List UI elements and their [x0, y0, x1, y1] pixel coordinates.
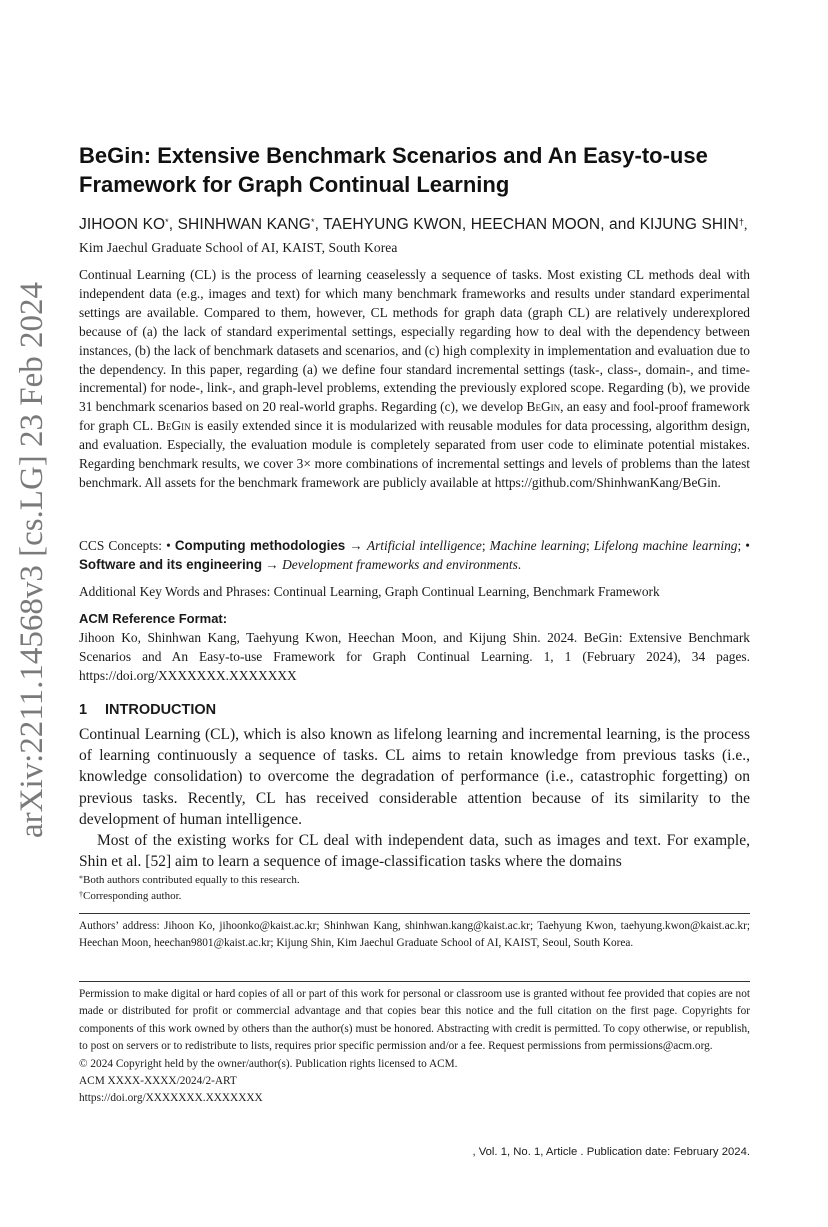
copyright-line: © 2024 Copyright held by the owner/author(s). Publication rights licensed to ACM.	[79, 1057, 458, 1070]
ccs-category: Computing methodologies	[174, 538, 346, 553]
footnote-mark: *	[79, 874, 83, 883]
section-number: 1	[79, 702, 88, 718]
acm-reference	[79, 610, 750, 686]
framework-name: BeGin	[157, 418, 191, 434]
arxiv-identifier: arXiv:2211.14568v3 [cs.LG] 23 Feb 2024	[14, 281, 50, 838]
ccs-item: Artificial intelligence	[366, 538, 482, 553]
ccs-arrow: →	[262, 556, 283, 572]
divider	[79, 913, 750, 914]
abstract-text: is easily extended since it is modularized with reusable modules for data processing, algorithm design, and evaluation. Especially, the evaluation module is completely separated from user code to eliminate potential mistakes. Regarding benchmark results, we cover 3× more combinations of incremental settings and levels of problems than the latest benchmark. All assets for the benchmark framework are publicly available at https://github.com/ShinhwanKang/BeGin.	[79, 418, 750, 490]
ccs-category: Software and its engineering	[79, 556, 263, 572]
affiliation: , Kim Jaechul Graduate School of AI, KAIST, South Korea	[79, 217, 748, 255]
section-heading	[79, 702, 216, 718]
equal-contribution-mark: *	[310, 217, 315, 227]
ccs-sep: ;	[481, 538, 490, 553]
abstract	[79, 266, 750, 493]
intro-paragraph: Continual Learning (CL), which is also known as lifelong learning and incremental learning, is the process of learning continuously a sequence of tasks. CL aims to retain knowledge from previous tasks (i.e., knowledge consolidation) to overcome the degradation of performance (i.e., catastrophic forgetting) on previous tasks. Recently, CL has received considerable attention because of its similarity to the development of human intelligence.	[79, 726, 750, 828]
acm-reference-text: Jihoon Ko, Shinhwan Kang, Taehyung Kwon, Heechan Moon, and Kijung Shin. 2024. BeGin: Extensive Benchmark Scenarios and An Easy-to-use Framework for Graph Continual Learning. 1, 1 (February 2024), 34 pages. https://doi.org/XXXXXXX.XXXXXXX	[79, 629, 750, 683]
permission-text: Permission to make digital or hard copies of all or part of this work for personal or classroom use is granted without fee provided that copies are not made or distributed for profit or commercial advantage and that copies bear this notice and the full citation on the first page. Copyrights for components of this work owned by others than the author(s) must be honored. Abstracting with credit is permitted. To copy otherwise, or republish, to post on servers or to redistribute to lists, requires prior specific permission and/or a fee. Request permissions from permissions@acm.org.	[79, 988, 750, 1053]
paper-title: BeGin: Extensive Benchmark Scenarios and An Easy-to-use Framework for Graph Continual Learning	[79, 143, 708, 197]
author-names: , SHINHWAN KANG	[168, 216, 311, 233]
ccs-sep: ; •	[737, 538, 750, 553]
author-names: , TAEHYUNG KWON, HEECHAN MOON, and KIJUNG SHIN	[314, 216, 739, 233]
footnote-equal-contribution	[79, 873, 750, 889]
publication-footer: , Vol. 1, No. 1, Article . Publication date: February 2024.	[472, 1146, 750, 1158]
introduction-body	[79, 724, 750, 872]
author-list	[79, 213, 759, 259]
ccs-concepts	[79, 537, 750, 575]
doi-line: https://doi.org/XXXXXXX.XXXXXXX	[79, 1092, 263, 1105]
divider	[79, 981, 750, 982]
abstract-text: Continual Learning (CL) is the process of learning ceaselessly a sequence of tasks. Most existing CL methods deal with independent data (e.g., images and text) for which many benchmark frameworks and results under standard experimental settings are available. Compared to them, however, CL methods for graph data (graph CL) are relatively underexplored because of (a) the lack of standard experimental settings, especially regarding how to deal with the dependency between instances, (b) the lack of benchmark datasets and scenarios, and (c) high complexity in implementation and evaluation due to the dependency. In this paper, regarding (a) we define four standard incremental settings (task-, class-, domain-, and time-incremental) for node-, link-, and graph-level problems, extending the previously explored scope. Regarding (b), we provide 31 benchmark scenarios based on 20 real-world graphs. Regarding (c), we develop	[79, 267, 750, 415]
permission-notice	[79, 986, 750, 1108]
authors-address: Authors’ address: Jihoon Ko, jihoonko@kaist.ac.kr; Shinhwan Kang, shinhwan.kang@kaist.ac.kr; Taehyung Kwon, taehyung.kwon@kaist.ac.kr; Heechan Moon, heechan9801@kaist.ac.kr; Kijung Shin, Kim Jaechul Graduate School of AI, KAIST, Seoul, South Korea.	[79, 920, 750, 949]
intro-paragraph: Most of the existing works for CL deal with independent data, such as images and text. For example, Shin et al. [52] aim to learn a sequence of image-classification tasks where the domains	[79, 832, 750, 871]
section-title: INTRODUCTION	[105, 702, 217, 718]
framework-name: BeGin	[526, 399, 561, 415]
issn-line: ACM XXXX-XXXX/2024/2-ART	[79, 1075, 237, 1088]
ccs-item: Machine learning	[489, 538, 587, 553]
footnote-text: Corresponding author.	[83, 890, 182, 902]
footnote-corresponding	[79, 889, 750, 905]
ccs-arrow: →	[345, 538, 367, 553]
ccs-item: Lifelong machine learning	[593, 538, 738, 553]
ccs-label: CCS Concepts: •	[79, 538, 175, 553]
ccs-item: Development frameworks and environments	[282, 556, 518, 572]
footnote-text: Both authors contributed equally to this research.	[83, 874, 300, 886]
corresponding-author-mark: †	[738, 217, 744, 227]
ccs-sep: ;	[586, 538, 594, 553]
acm-reference-heading: ACM Reference Format:	[79, 611, 228, 626]
ccs-end: .	[517, 556, 522, 572]
keywords: Additional Key Words and Phrases: Continual Learning, Graph Continual Learning, Benchmark Framework	[79, 584, 660, 599]
abstract-text: , an easy and fool-proof framework for graph CL.	[79, 399, 750, 434]
author-names: JIHOON KO	[79, 216, 166, 233]
equal-contribution-mark: *	[165, 217, 169, 227]
footnote-mark: †	[79, 890, 83, 899]
